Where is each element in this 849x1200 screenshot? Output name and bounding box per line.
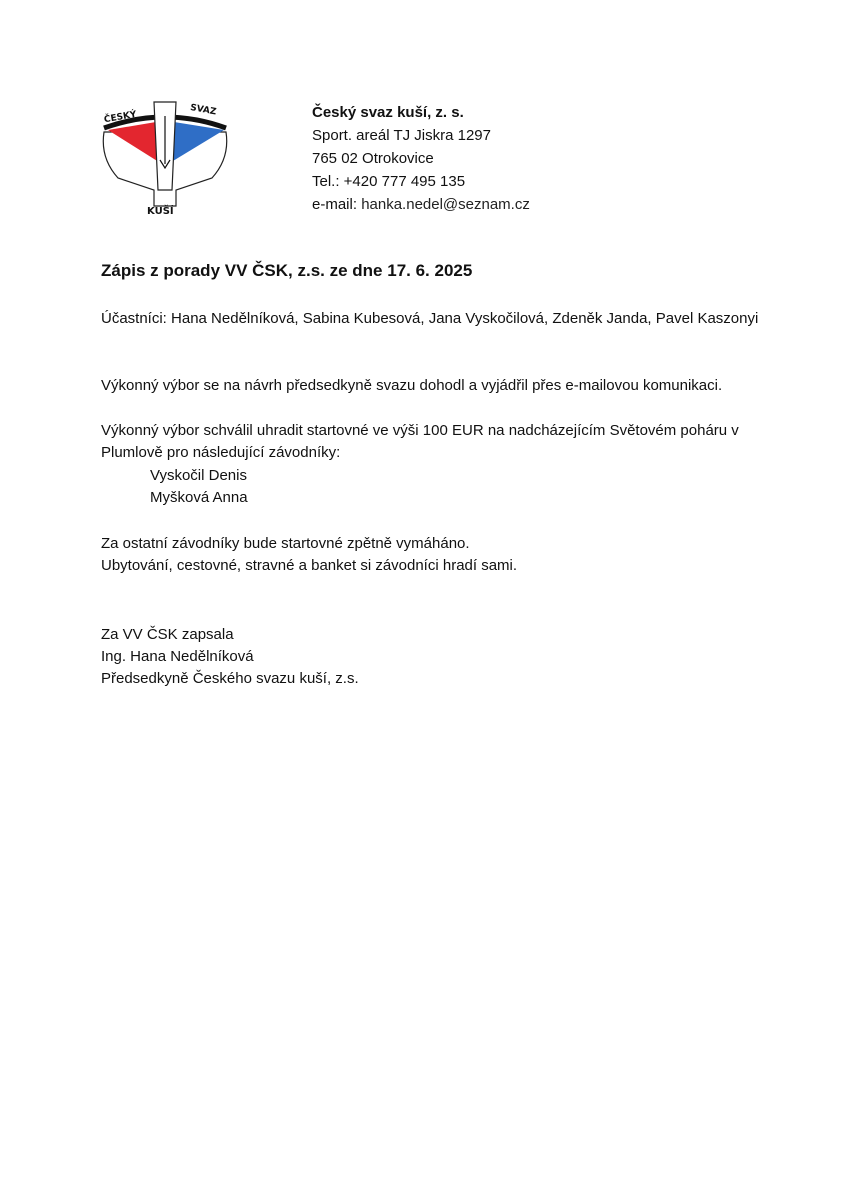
signature-name: Ing. Hana Nedělníková: [101, 648, 254, 665]
phone-number: Tel.: +420 777 495 135: [312, 173, 466, 190]
participants-paragraph: Účastníci: Hana Nedělníková, Sabina Kubesová, Jana Vyskočilová, Zdeněk Janda, Pavel Kaszonyi: [101, 310, 759, 327]
list-item: Vyskočil Denis: [150, 467, 247, 484]
logo-text-svaz: SVAZ: [189, 102, 217, 118]
others-line-2: Ubytování, cestovné, stravné a banket si závodníci hradí sami.: [101, 557, 518, 574]
address-line-2: 765 02 Otrokovice: [312, 150, 434, 167]
document-title: Zápis z porady VV ČSK, z.s. ze dne 17. 6. 2025: [101, 261, 473, 280]
others-paragraph: [101, 533, 761, 577]
signature-role: Předsedkyně Českého svazu kuší, z.s.: [101, 670, 359, 687]
logo-text-cesky: ČESKÝ: [103, 109, 138, 126]
organization-logo: [98, 98, 234, 218]
address-line-1: Sport. areál TJ Jiskra 1297: [312, 127, 491, 144]
list-item: Myšková Anna: [150, 489, 248, 506]
racers-list: [150, 465, 248, 509]
logo-text-kusi: KUŠÍ: [147, 206, 174, 217]
approval-paragraph: Výkonný výbor schválil uhradit startovné ve výši 100 EUR na nadcházejícím Světovém poháru v Plumlově pro následující závodníky:: [101, 422, 739, 461]
organization-contact: [312, 101, 530, 216]
signature-line-1: Za VV ČSK zapsala: [101, 626, 234, 643]
others-line-1: Za ostatní závodníky bude startovné zpětně vymáháno.: [101, 535, 470, 552]
crossbow-logo-icon: [98, 98, 234, 218]
email-row: [312, 193, 530, 216]
signature-block: [101, 624, 359, 690]
decision-paragraph: Výkonný výbor se na návrh předsedkyně svazu dohodl a vyjádřil přes e-mailovou komunikaci.: [101, 377, 723, 394]
email-address: hanka.nedel@seznam.cz: [361, 196, 530, 213]
organization-name: Český svaz kuší, z. s.: [312, 104, 464, 121]
logo-blue-wing: [168, 122, 224, 164]
email-label: e-mail:: [312, 196, 358, 213]
logo-red-wing: [108, 122, 162, 164]
